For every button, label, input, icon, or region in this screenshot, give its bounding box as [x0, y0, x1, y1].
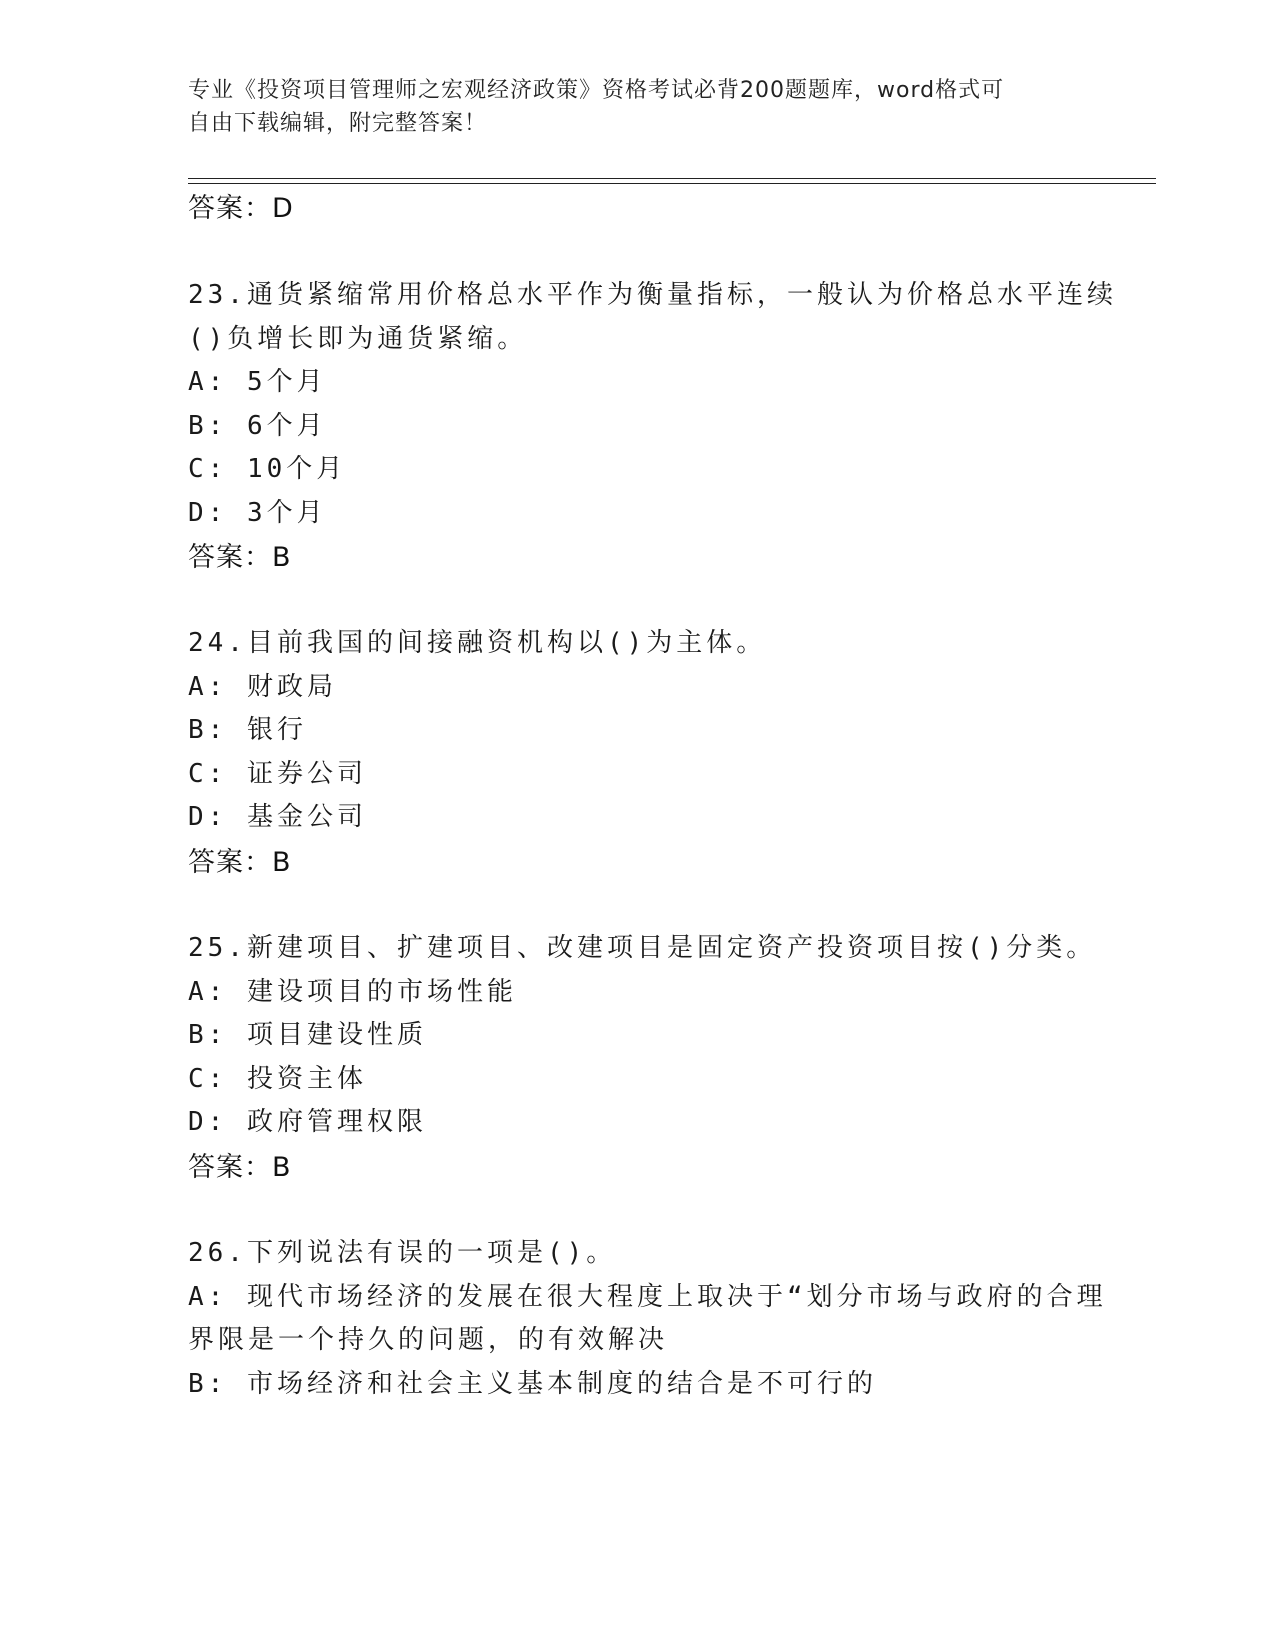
question-23-option-b: B: 6个月 — [188, 411, 327, 441]
header-line-1: 专业《投资项目管理师之宏观经济政策》资格考试必背200题题库，word格式可 — [188, 78, 1005, 103]
question-25-stem: 25.新建项目、扩建项目、改建项目是固定资产投资项目按()分类。 — [188, 933, 1097, 963]
question-25-option-d: D: 政府管理权限 — [188, 1107, 427, 1137]
header-rule-bottom — [188, 183, 1156, 184]
question-25-option-c: C: 投资主体 — [188, 1064, 367, 1094]
question-24-option-a: A: 财政局 — [188, 672, 337, 702]
question-26-stem: 26.下列说法有误的一项是()。 — [188, 1238, 617, 1268]
question-25-answer: 答案：B — [188, 1152, 292, 1183]
question-23-stem-cont: ()负增长即为通货紧缩。 — [188, 324, 528, 354]
question-24-option-d: D: 基金公司 — [188, 802, 367, 832]
answer-prev: 答案：D — [188, 193, 294, 224]
page-header — [188, 74, 1088, 140]
header-line-2: 自由下载编辑，附完整答案！ — [188, 111, 488, 136]
header-rule-top — [188, 178, 1156, 179]
question-24-answer: 答案：B — [188, 847, 292, 878]
question-23-answer: 答案：B — [188, 542, 292, 573]
question-23-option-d: D: 3个月 — [188, 498, 327, 528]
question-24-option-b: B: 银行 — [188, 715, 307, 745]
question-23-option-c: C: 10个月 — [188, 454, 347, 484]
question-26-option-a: A: 现代市场经济的发展在很大程度上取决于“划分市场与政府的合理 — [188, 1282, 1107, 1312]
question-24-option-c: C: 证券公司 — [188, 759, 367, 789]
question-25-option-b: B: 项目建设性质 — [188, 1020, 427, 1050]
question-23-stem: 23.通货紧缩常用价格总水平作为衡量指标，一般认为价格总水平连续 — [188, 280, 1117, 310]
question-23-option-a: A: 5个月 — [188, 367, 327, 397]
question-26-option-b: B: 市场经济和社会主义基本制度的结合是不可行的 — [188, 1369, 877, 1399]
question-26-option-a-cont: 界限是一个持久的问题，的有效解决 — [188, 1325, 669, 1355]
question-25-option-a: A: 建设项目的市场性能 — [188, 977, 517, 1007]
question-24-stem: 24.目前我国的间接融资机构以()为主体。 — [188, 628, 767, 658]
